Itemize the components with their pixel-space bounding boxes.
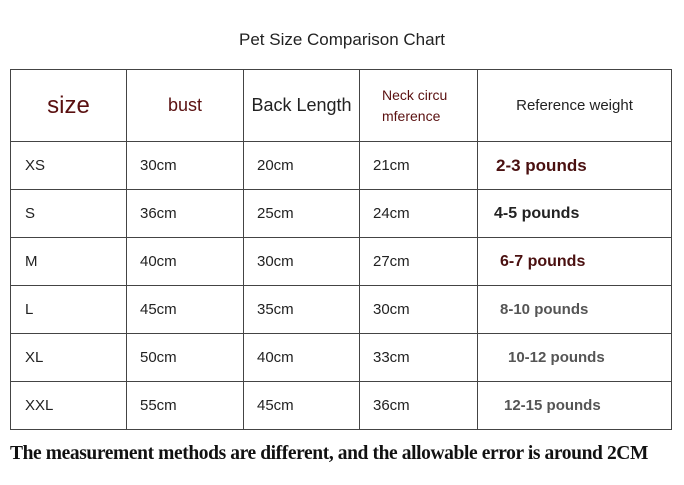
header-back-length: Back Length (244, 70, 360, 142)
cell-size: M (11, 238, 127, 286)
header-bust: bust (127, 70, 244, 142)
table-row (11, 334, 672, 382)
cell-back-length: 35cm (244, 286, 360, 334)
header-neck-line2: mference (382, 107, 441, 124)
weight-text: 2-3 pounds (496, 155, 587, 175)
cell-weight (478, 142, 672, 190)
weight-text: 4-5 pounds (494, 204, 580, 222)
header-row (11, 70, 672, 142)
cell-neck: 30cm (360, 286, 478, 334)
cell-weight (478, 190, 672, 238)
cell-size: XXL (11, 382, 127, 430)
weight-text: 6-7 pounds (500, 252, 586, 270)
weight-text: 8-10 pounds (500, 300, 589, 318)
cell-bust: 30cm (127, 142, 244, 190)
size-table (10, 69, 672, 430)
weight-text: 10-12 pounds (508, 348, 605, 366)
cell-neck: 27cm (360, 238, 478, 286)
cell-size: S (11, 190, 127, 238)
header-reference-weight: Reference weight (478, 70, 672, 142)
cell-bust: 55cm (127, 382, 244, 430)
cell-neck: 24cm (360, 190, 478, 238)
cell-weight (478, 334, 672, 382)
cell-neck: 36cm (360, 382, 478, 430)
cell-weight (478, 382, 672, 430)
cell-back-length: 20cm (244, 142, 360, 190)
header-neck-line1: Neck circu (382, 86, 448, 103)
table-row (11, 190, 672, 238)
cell-back-length: 40cm (244, 334, 360, 382)
cell-size: XS (11, 142, 127, 190)
cell-bust: 50cm (127, 334, 244, 382)
table-row (11, 286, 672, 334)
cell-bust: 36cm (127, 190, 244, 238)
cell-neck: 21cm (360, 142, 478, 190)
cell-back-length: 25cm (244, 190, 360, 238)
table-row (11, 238, 672, 286)
table-row (11, 142, 672, 190)
cell-bust: 40cm (127, 238, 244, 286)
weight-text: 12-15 pounds (504, 396, 601, 414)
header-size: size (11, 70, 127, 142)
cell-weight (478, 286, 672, 334)
cell-neck: 33cm (360, 334, 478, 382)
footer-note: The measurement methods are different, and the allowable error is around 2CM (10, 443, 648, 464)
table-row (11, 382, 672, 430)
cell-back-length: 45cm (244, 382, 360, 430)
cell-size: L (11, 286, 127, 334)
chart-title: Pet Size Comparison Chart (239, 30, 445, 49)
cell-size: XL (11, 334, 127, 382)
cell-back-length: 30cm (244, 238, 360, 286)
header-neck-circumference (360, 70, 478, 142)
cell-weight (478, 238, 672, 286)
cell-bust: 45cm (127, 286, 244, 334)
